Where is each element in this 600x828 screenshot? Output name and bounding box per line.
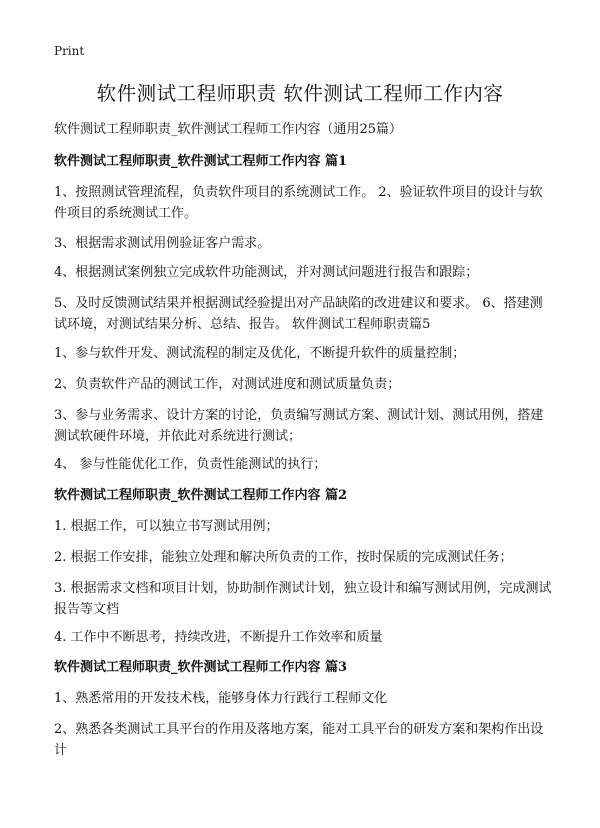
section-2-paragraph-2: 2. 根据工作安排，能独立处理和解决所负责的工作，按时保质的完成测试任务；: [54, 550, 513, 565]
document-title: 软件测试工程师职责 软件测试工程师工作内容: [96, 82, 504, 105]
section-3-paragraph-2: 2、熟悉各类测试工具平台的作用及落地方案，能对工具平台的研发方案和架构作出设计: [54, 722, 544, 758]
section-1-paragraph-2: 3、根据需求测试用例验证客户需求。: [54, 236, 271, 251]
section-1-paragraph-8: 4、 参与性能优化工作，负责性能测试的执行；: [54, 457, 327, 472]
section-heading-3: 软件测试工程师职责_软件测试工程师工作内容 篇3: [54, 660, 348, 675]
section-1-paragraph-4: 5、及时反馈测试结果并根据测试经验提出对产品缺陷的改进建议和要求。 6、搭建测试环境，对测试结果分析、总结、报告。 软件测试工程师职责篇5: [54, 296, 543, 332]
section-3-paragraph-1: 1、熟悉常用的开发技术栈，能够身体力行践行工程师文化: [54, 691, 388, 706]
section-2-paragraph-4: 4. 工作中不断思考，持续改进，不断提升工作效率和质量: [54, 630, 383, 645]
section-heading-1: 软件测试工程师职责_软件测试工程师工作内容 篇1: [54, 154, 348, 169]
section-1-paragraph-1: 1、按照测试管理流程，负责软件项目的系统测试工作。 2、验证软件项目的设计与软件项目的系统测试工作。: [54, 185, 543, 221]
section-1-paragraph-6: 2、负责软件产品的测试工作，对测试进度和测试质量负责；: [54, 377, 401, 392]
section-2-paragraph-1: 1. 根据工作，可以独立书写测试用例；: [54, 519, 279, 534]
section-1-paragraph-5: 1、参与软件开发、测试流程的制定及优化，不断提升软件的质量控制；: [54, 346, 466, 361]
print-label[interactable]: Print: [54, 44, 85, 58]
section-heading-2: 软件测试工程师职责_软件测试工程师工作内容 篇2: [54, 488, 348, 503]
document-subtitle: 软件测试工程师职责_软件测试工程师工作内容（通用25篇）: [54, 122, 403, 137]
section-2-paragraph-3: 3. 根据需求文档和项目计划，协助制作测试计划，独立设计和编写测试用例，完成测试报告等文档: [54, 581, 552, 617]
section-1-paragraph-3: 4、根据测试案例独立完成软件功能测试，并对测试问题进行报告和跟踪；: [54, 265, 479, 280]
section-1-paragraph-7: 3、参与业务需求、设计方案的讨论，负责编写测试方案、测试计划、测试用例，搭建测试软硬件环境，并依此对系统进行测试；: [54, 408, 544, 444]
